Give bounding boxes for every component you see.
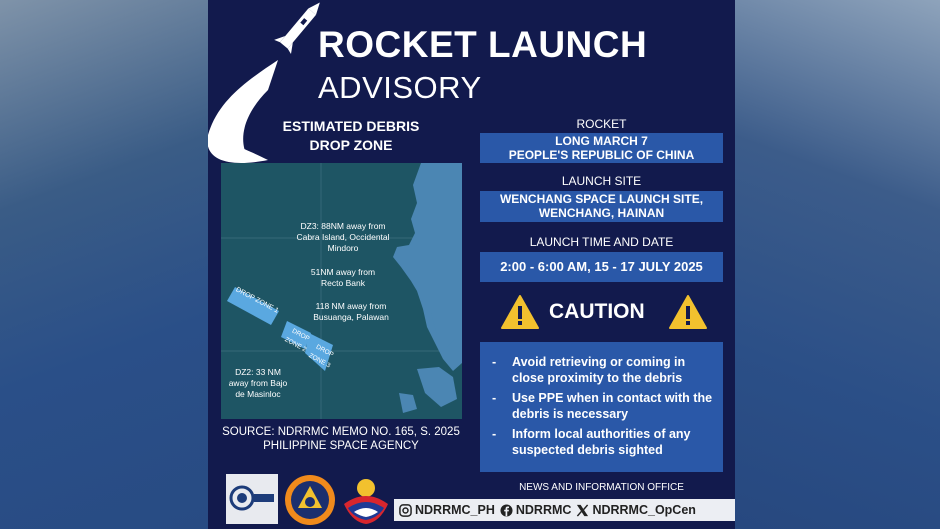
x-icon xyxy=(576,504,589,517)
advisory-poster xyxy=(208,0,735,529)
busuanga-note: 118 NM away from Busuanga, Palawan xyxy=(313,301,389,322)
office-name: NEWS AND INFORMATION OFFICE xyxy=(519,482,684,493)
caution-list xyxy=(480,342,723,472)
launch-time-label: LAUNCH TIME AND DATE xyxy=(529,235,674,249)
instagram-handle: NDRRMC_PH xyxy=(415,503,495,517)
drop-zone-map xyxy=(221,163,462,419)
instagram-icon xyxy=(399,504,412,517)
page-title: ROCKET LAUNCH xyxy=(318,24,648,65)
rocket-label: ROCKET xyxy=(576,117,627,131)
bagong-pilipinas-logo xyxy=(340,474,392,526)
rocket-value-box: LONG MARCH 7 PEOPLE'S REPUBLIC OF CHINA xyxy=(480,133,723,163)
x-handle: NDRRMC_OpCen xyxy=(592,503,696,517)
list-item: - Use PPE when in contact with the debris is necessary xyxy=(492,391,713,421)
source-note: SOURCE: NDRRMC MEMO NO. 165, S. 2025 PHILIPPINE SPACE AGENCY xyxy=(222,426,460,452)
dz3-note: DZ3: 88NM away from Cabra Island, Occidental Mindoro xyxy=(296,221,390,253)
blurred-background-right xyxy=(735,0,940,529)
list-item: - Inform local authorities of any suspected debris sighted xyxy=(492,427,691,457)
debris-section-title: ESTIMATED DEBRIS DROP ZONE xyxy=(282,118,420,153)
list-item: - Avoid retrieving or coming in close proximity to the debris xyxy=(492,355,686,385)
caution-header xyxy=(498,294,708,332)
recto-note: 51NM away from Recto Bank xyxy=(310,267,376,288)
warning-icon xyxy=(500,294,540,330)
ndrrmc-logo xyxy=(226,474,278,524)
drop-zone-2-label: DROP ZONE 2 xyxy=(283,327,311,354)
drop-zone-1-label: DROP ZONE 1 xyxy=(234,286,280,315)
caution-title: CAUTION xyxy=(549,300,645,323)
warning-icon xyxy=(668,294,708,330)
page-subtitle: ADVISORY xyxy=(318,70,482,105)
blurred-background-left xyxy=(0,0,208,529)
launch-site-label: LAUNCH SITE xyxy=(561,174,642,188)
launch-site-value-box: WENCHANG SPACE LAUNCH SITE, WENCHANG, HAINAN xyxy=(480,191,723,222)
social-bar xyxy=(394,499,735,521)
dz2-note: DZ2: 33 NM away from Bajo de Masinloc xyxy=(228,367,288,399)
facebook-handle: NDRRMC xyxy=(515,503,572,517)
drop-zone-3-label: DROP ZONE 3 xyxy=(307,343,335,370)
launch-time-value: 2:00 - 6:00 AM, 15 - 17 JULY 2025 xyxy=(480,252,723,282)
facebook-icon xyxy=(500,504,513,517)
ocd-seal xyxy=(284,474,336,526)
